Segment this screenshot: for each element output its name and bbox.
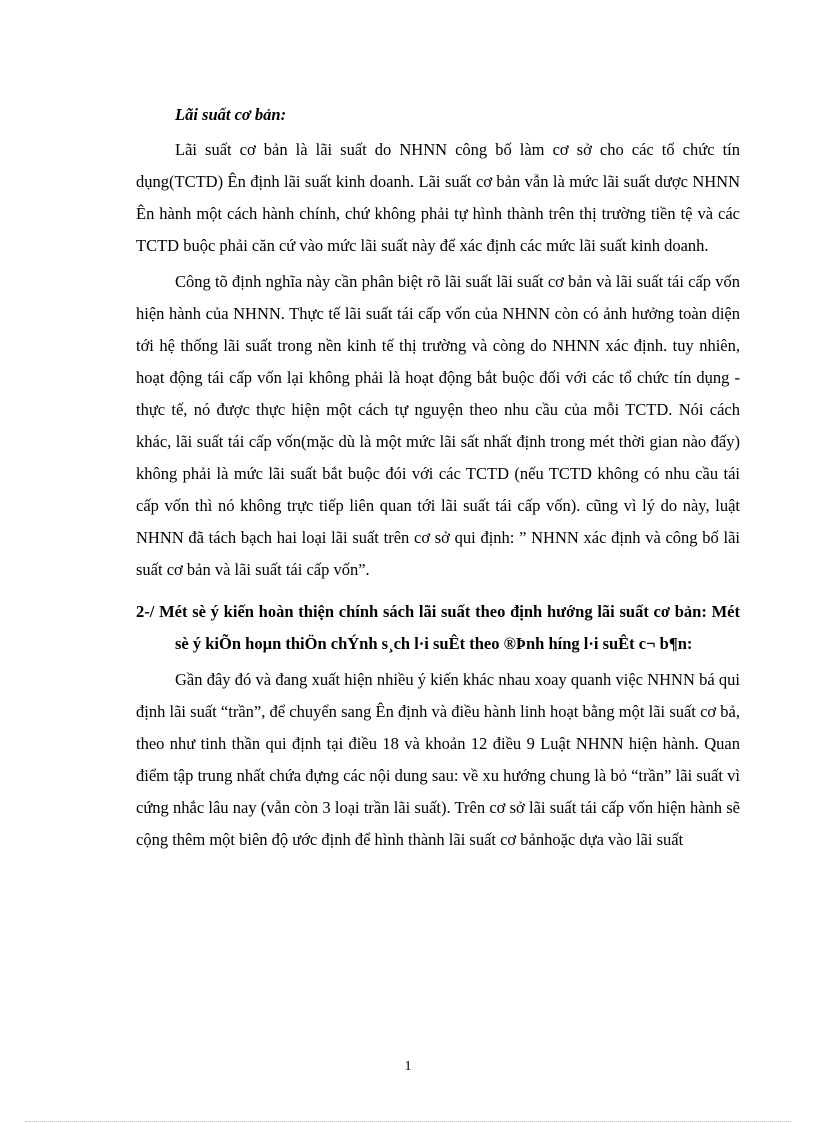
page-number: 1 xyxy=(404,1059,412,1074)
page-bottom-divider xyxy=(25,1121,791,1122)
subheading: Lãi suất cơ bản: xyxy=(175,105,287,124)
paragraph-basic-rate-definition: Lãi suất cơ bản là lãi suất do NHNN công bố làm cơ sở cho các tổ chức tín dụng(TCTD) Ên định lãi suất kinh doanh. Lãi suất cơ bản vẫn là mức lãi suất dược NHNN Ên hành một cách hành chính, chứ không phải tự hình thành trên thị trường tiền tệ và các TCTD buộc phải căn cứ vào mức lãi suất này để xác định các mức lãi suất kinh doanh. xyxy=(136,140,740,255)
paragraph-ceiling-rate: Gần đây đó và đang xuất hiện nhiều ý kiến khác nhau xoay quanh việc NHNN bá qui định lãi suất “trần”, để chuyển sang Ên định và điều hành linh hoạt bằng một lãi suất cơ bả, theo như tinh thần qui định tại điều 18 và khoản 12 điều 9 Luật NHNN hiện hành. Quan điểm tập trung nhất chứa đựng các nội dung sau: về xu hướng chung là bỏ “trần” lãi suất vì cứng nhắc lâu nay (vẫn còn 3 loại trần lãi suất). Trên cơ sở lãi suất tái cấp vốn hiện hành sẽ cộng thêm một biên độ ước định để hình thành lãi suất cơ bảnhoặc dựa vào lãi suất xyxy=(136,670,740,849)
paragraph-refinancing-rate: Công tõ định nghĩa này cần phân biệt rõ lãi suất lãi suất cơ bản và lãi suất tái cấp vốn hiện hành của NHNN. Thực tế lãi suất tái cấp vốn của NHNN còn có ảnh hưởng toàn diện tới hệ thống lãi suất trong nền kinh tế thị trường và còng do NHNN xác định. tuy nhiên, hoạt động tái cấp vốn lại không phải là hoạt động bắt buộc đối với các tổ chức tín dụng - thực tế, nó được thực hiện một cách tự nguyện theo nhu cầu của mỗi TCTD. Nói cách khác, lãi suất tái cấp vốn(mặc dù là một mức lãi sất nhất định trong mét thời gian nào đấy) không phải là mức lãi suất bắt buộc đói với các TCTD (nếu TCTD không có nhu cầu tái cấp vốn thì nó không trực tiếp liên quan tới lãi suất tái cấp vốn). cũng vì lý do này, luật NHNN đã tách bạch hai loại lãi suất trên cơ sở qui định: ” NHNN xác định và công bố lãi suất cơ bản và lãi suất tái cấp vốn”. xyxy=(136,272,740,579)
document-content xyxy=(136,100,740,856)
section-heading: 2-/ Mét sè ý kiến hoàn thiện chính sách lãi suất theo định hướng lãi suất cơ bản: Mét sè ý kiÕn hoµn thiÖn chÝnh s¸ch l·i suÊt theo ®Þnh híng l·i suÊt c¬ b¶n: xyxy=(136,602,740,653)
